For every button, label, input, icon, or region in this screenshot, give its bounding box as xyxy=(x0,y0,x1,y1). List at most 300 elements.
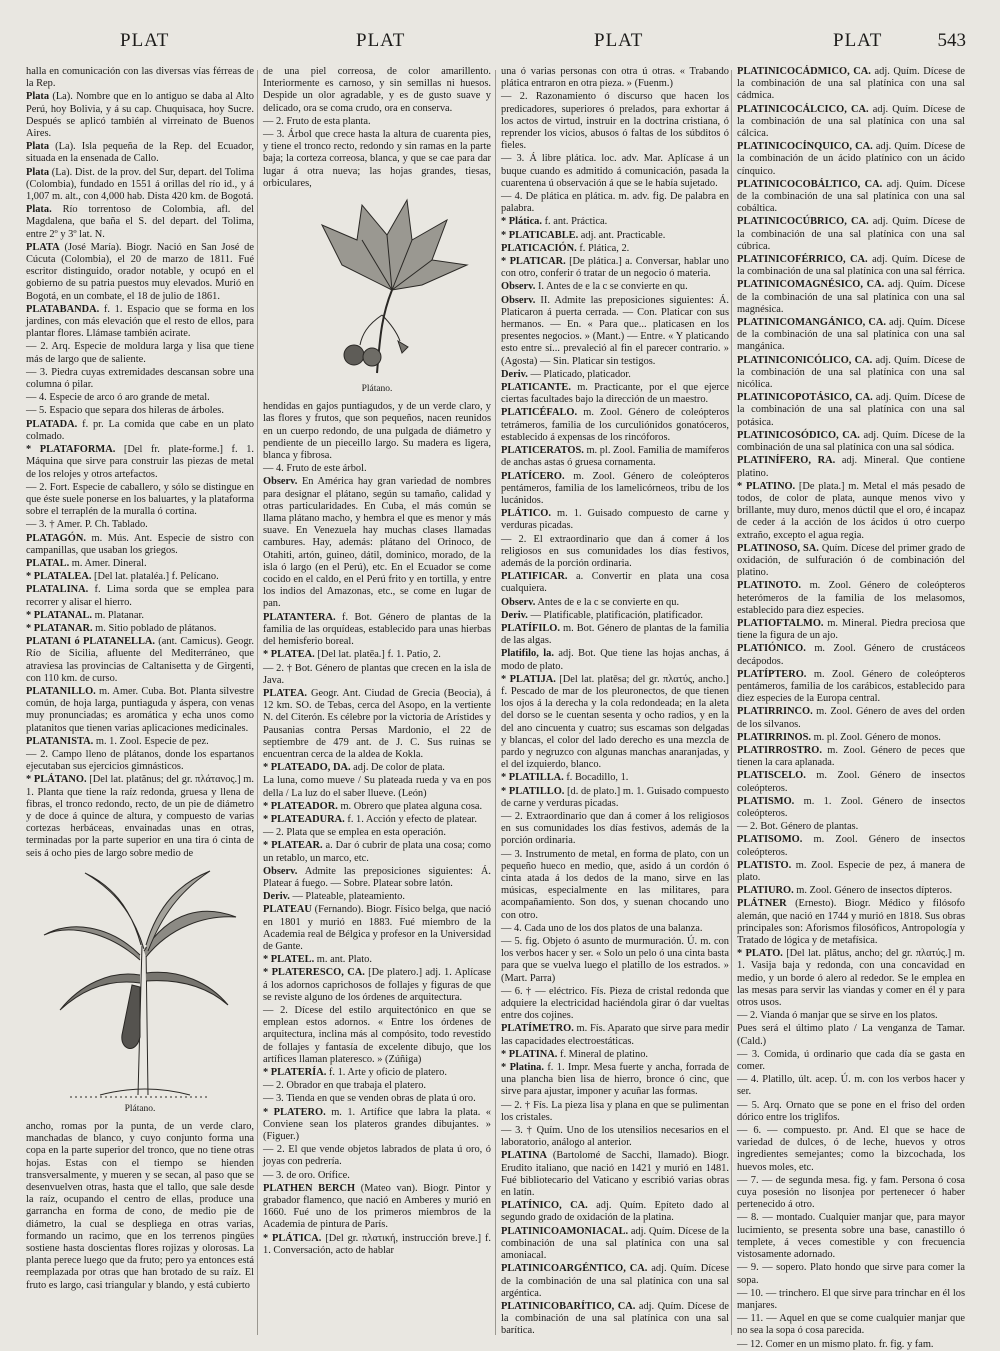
dictionary-entry xyxy=(737,618,965,642)
entry-text: m. Obrero que platea alguna cosa. xyxy=(337,800,483,812)
entry-text: — Platicado, platicador. xyxy=(527,368,631,380)
entry-text: a. Dar ó cubrir de plata una cosa; como un retablo, un marco, etc. xyxy=(263,840,491,864)
entry-headword: PLATANISTA. xyxy=(26,735,94,747)
entry-text: m. pl. Zool. Familia de mamíferos de anchas astas ó gruesa cornamenta. xyxy=(501,445,730,469)
dictionary-entry xyxy=(501,849,729,922)
entry-headword: PLATIURO. xyxy=(737,885,794,897)
entry-text: — 5. Espacio que separa dos hileras de árboles. xyxy=(26,405,224,417)
entry-headword: PLATICACIÓN. xyxy=(501,242,577,254)
dictionary-entry xyxy=(26,419,254,443)
entry-text: halla en comunicación con las diversas vías férreas de la Rep. xyxy=(26,66,254,90)
entry-headword: Deriv. xyxy=(501,609,528,621)
dictionary-entry xyxy=(26,242,254,303)
entry-text: (La). Nombre que en lo antiguo se daba al Alto Perú, hoy Bolivia, y á su cap. Chuquisaca, hoy Sucre. Después se aplicó también al virreinato de Buenos Aires. xyxy=(26,91,254,140)
entry-text: m. Zool. Especie de pez, á manera de plato. xyxy=(737,859,965,883)
dictionary-entry xyxy=(263,814,491,826)
entry-text: — 2. Dícese del estilo arquitectónico en que se emplean estos adornos. « Entre los órdenes de arquitectura, inclina más al compósito, todo revestido de follajes y fantasía de excelente dibujo, que los artífices llaman plateresco. » (Zúñiga) xyxy=(263,1004,491,1065)
dictionary-entry xyxy=(26,167,254,204)
dictionary-entry xyxy=(26,533,254,557)
dictionary-entry xyxy=(26,571,254,583)
dictionary-entry xyxy=(501,1263,729,1300)
entry-headword: * PLATINO. xyxy=(737,480,796,492)
dictionary-entry xyxy=(501,674,729,772)
dictionary-entry xyxy=(26,558,254,570)
entry-headword: Observ. xyxy=(501,294,536,306)
dictionary-entry xyxy=(501,243,729,255)
dictionary-entry xyxy=(26,405,254,417)
running-head-2: PLAT xyxy=(356,30,406,51)
entry-text: m. 1. Artífice que labra la plata. « Conviene sean los plateros grandes dibujantes. » (Figuer.) xyxy=(263,1106,491,1143)
dictionary-entry xyxy=(501,597,729,609)
entry-headword: Plata xyxy=(26,166,50,178)
dictionary-entry xyxy=(737,179,965,216)
running-head-4: PLAT xyxy=(833,30,883,51)
entry-text: m. Zool. Género de coleópteros pentámeros, familia de los lamelicórneos, tribu de los lucánidos. xyxy=(501,470,729,506)
entry-text: adj. Quím. Dícese de la combinación de una sal platínica con una sal sódica. xyxy=(737,429,965,454)
dictionary-entry xyxy=(737,732,965,744)
entry-headword: * PLATEADOR. xyxy=(263,800,338,812)
entry-headword: Observ. xyxy=(501,596,536,608)
entry-text: m. Zool. Género de insectos coleópteros. xyxy=(737,834,965,858)
dictionary-entry xyxy=(263,967,491,1004)
entry-headword: PLATALINA. xyxy=(26,584,89,596)
entry-headword: PLATINOTO. xyxy=(737,580,801,592)
dictionary-entry xyxy=(263,827,491,839)
entry-text: a. Convertir en plata una cosa cualquiera. xyxy=(501,571,729,595)
entry-headword: PLATIÓNICO. xyxy=(737,643,806,655)
entry-headword: * PLATICABLE. xyxy=(501,229,579,241)
dictionary-entry xyxy=(501,508,729,532)
entry-headword: Deriv. xyxy=(501,368,528,380)
dictionary-entry xyxy=(501,66,729,90)
dictionary-entry xyxy=(737,1262,965,1286)
dictionary-entry xyxy=(737,706,965,730)
entry-headword: * Platina. xyxy=(501,1062,544,1074)
entry-text: Admite las preposiciones siguientes: Á. Platear á fuego. — Sobre. Platear sobre latón. xyxy=(263,865,491,889)
dictionary-entry xyxy=(26,367,254,391)
entry-text: En América hay gran variedad de nombres para designar el plátano, según su tamaño, calidad y otras particularidades. En Cuba, el más común se llama plátano macho, y hembra el que es menor y más suave. En Venezuela hay muchas clases llamadas cambures. Hay, además: plátano del Orinoco, de Otahiti, artón, guineo, dátil, dominico, morado, de la isla ó largo (en el Perú), etc. En el Ecuador se come cocido en el caldo, en el Perú frito y en tortilla, y entre los indios del Amazonas, etc., se come en lugar de pan. xyxy=(263,476,491,610)
entry-text: (Mateo van). Biogr. Pintor y grabador flamenco, que nació en Amberes y murió en 1660. Fué uno de los primeros miembros de la Academia de pintura de París. xyxy=(263,1182,491,1231)
entry-text: adj. Quím. Dícese de la combinación de una sal platínica con una sal magnésica. xyxy=(737,279,966,315)
banana-plant-illustration xyxy=(40,865,240,1100)
dictionary-entry xyxy=(263,688,491,761)
entry-headword: PLATICÉFALO. xyxy=(501,407,578,419)
entry-text: f. 1. Acción y efecto de platear. xyxy=(344,813,477,825)
dictionary-entry xyxy=(737,834,965,858)
entries xyxy=(737,66,965,1351)
dictionary-entry xyxy=(501,256,729,280)
entries xyxy=(501,66,729,1338)
dictionary-entry xyxy=(263,866,491,890)
entry-text: [Del gr. πλατική, instrucción breve.] f. 1. Conversación, acto de hablar xyxy=(263,1232,492,1256)
dictionary-entry xyxy=(737,948,965,1009)
dictionary-entry xyxy=(501,571,729,595)
dictionary-entry xyxy=(501,445,729,469)
entry-text: — 8. — montado. Cualquier manjar que, para mayor lucimiento, se presenta sobre una base, canastillo ó templete, á veces comestible y con frecuencia vistosamente adornado. xyxy=(737,1212,965,1261)
entry-text: — 2. Arq. Especie de moldura larga y lisa que tiene más de largo que de saliente. xyxy=(26,341,254,365)
entry-text: adj. Quím. Dícese de la combinación de una sal platínica con una sal cúbrica. xyxy=(737,216,965,252)
dictionary-entry xyxy=(737,104,965,141)
dictionary-entry xyxy=(26,736,254,748)
dictionary-entry xyxy=(26,623,254,635)
dictionary-entry xyxy=(263,954,491,966)
entry-text: m. Mineral. Piedra preciosa que tiene la figura de un ajo. xyxy=(737,617,965,642)
entry-text: (ant. Camicus). Geogr. Río de Sicilia, afluente del Mediterráneo, que atraviesa las provincias de Caltanisetta y de Girgenti, con 110 km. de curso. xyxy=(26,636,254,684)
entry-headword: * PLÁTICA. xyxy=(263,1232,322,1244)
dictionary-entry xyxy=(263,801,491,813)
entry-text: m. Zool. Género de insectos dípteros. xyxy=(793,885,953,897)
entry-text: — 3. Á libre plática. loc. adv. Mar. Aplícase á un buque cuando es admitido á comunicación, pasada la cuarentena ú observación á que se le había sujetado. xyxy=(501,153,729,189)
entry-headword: PLATINICOAMONIACAL. xyxy=(501,1225,629,1237)
entry-text: adj. Quím. Dícese de la combinación de una sal platínica con una sal férrica. xyxy=(737,254,965,278)
entry-text: [Del lat. plataléa.] f. Pelícano. xyxy=(91,571,219,583)
dictionary-entry xyxy=(26,610,254,622)
dictionary-entry xyxy=(263,762,491,774)
entry-text: m. 1. Zool. Género de insectos coleópteros. xyxy=(737,795,965,819)
entry-text: f. 1. Espacio que se forma en los jardines, con más elevación que el resto de ellos, para plantar flores. Llámase también acirate. xyxy=(26,303,254,340)
dictionary-entry xyxy=(737,669,965,706)
entry-headword: PLATINICOCÁLCICO, CA. xyxy=(737,103,869,115)
entry-headword: PLATANILLO. xyxy=(26,685,96,697)
entry-text: f. Bot. Género de plantas de la familia de las orquídeas, establecido para unas hierbas del hemisferio boreal. xyxy=(263,611,491,648)
dictionary-entry xyxy=(737,1212,965,1261)
entry-text: — 6. † — eléctrico. Fís. Pieza de cristal redonda que adquiere la electricidad haciéndola girar ó dar vueltas entre dos cojines. xyxy=(501,985,729,1022)
dictionary-entry xyxy=(737,355,965,392)
entry-text: — 4. De plática en plática. m. adv. fig. De palabra en palabra. xyxy=(501,191,729,215)
entry-text: — 3. † Quím. Uno de los utensilios necesarios en el laboratorio, análogo al anterior. xyxy=(501,1125,729,1149)
entry-headword: * PLATEL. xyxy=(263,954,315,966)
entry-headword: * PLATEA. xyxy=(263,649,315,661)
entry-text: Quím. Dícese del primer grado de oxidación, de sulfuración ó de combinación del platino. xyxy=(737,542,965,579)
entry-text: — 2. Extraordinario que dan á comer á los religiosos en sus comunidades los días festivos, además de la porción ordinaria. xyxy=(501,810,729,847)
entry-text: [De plática.] a. Conversar, hablar uno con otro, conferir ó tratar de un negocio ó materia. xyxy=(501,256,729,280)
entry-text: — 3. † Amer. P. Ch. Tablado. xyxy=(26,519,148,531)
entry-text: — 3. Árbol que crece hasta la altura de cuarenta pies, y tiene el tronco recto, redondo y sin ramas en la parte baja; la corteza correosa, blanca, y que se cae para dar lugar á otra nueva; las hojas grandes, tiesas, orbiculares, xyxy=(263,129,491,189)
dictionary-entry xyxy=(501,986,729,1023)
entry-text: — 4. Cada uno de los dos platos de una balanza. xyxy=(501,922,703,934)
entry-text: hendidas en gajos puntiagudos, y de un verde claro, y las flores y frutos, que son pequeños, nacen reunidos en un cuerpo redondo, de una pulgada de diámetro y pendiente de un pieceillo largo. Su madera es ligera, blanca y fibrosa. xyxy=(263,401,491,462)
plane-tree-illustration xyxy=(282,195,472,380)
entry-headword: PLATINICOCÚBRICO, CA. xyxy=(737,216,869,228)
entry-text: m. Zool. Género de coleópteros tetrámeros, familia de los curculiónidos gonatóceros, establecido á expensas de los rincóforos. xyxy=(501,407,729,443)
dictionary-entry xyxy=(737,1175,965,1212)
running-head-3: PLAT xyxy=(594,30,644,51)
dictionary-entry xyxy=(501,811,729,848)
entry-text: adj. Quím. Dícese de la combinación de una sal platínica con una sal cobáltica. xyxy=(737,178,965,215)
dictionary-entry xyxy=(263,1005,491,1066)
entry-headword: PLATÍPTERO. xyxy=(737,668,807,680)
entry-text: f. Bocadillo, 1. xyxy=(563,772,629,784)
entry-text: adj. ant. Practicable. xyxy=(578,229,666,241)
entry-text: [d. de plato.] m. 1. Guisado compuesto de carne y verduras picadas. xyxy=(501,785,730,809)
dictionary-entry xyxy=(26,774,254,859)
entry-headword: Observ. xyxy=(263,865,298,877)
entry-text: — 4. Platillo, últ. acep. Ú. m. con los verbos hacer y ser. xyxy=(737,1074,965,1098)
entry-text: — 2. Campo lleno de plátanos, donde los espartanos ejecutaban sus ejercicios gimnásticos. xyxy=(26,748,254,773)
entry-text: — 2. † Bot. Género de plantas que crecen en la isla de Java. xyxy=(263,662,491,686)
dictionary-entry xyxy=(737,1125,965,1174)
entry-headword: PLATEAU xyxy=(263,904,312,916)
dictionary-entry xyxy=(26,519,254,531)
dictionary-entry xyxy=(737,216,965,253)
entry-headword: PLATABANDA. xyxy=(26,303,100,315)
entry-text: (Bartolomé de Sacchi, llamado). Biogr. Erudito italiano, que nació en 1421 y murió en 1481. Fué bibliotecario del Vaticano y escribió varias obras en latín. xyxy=(501,1150,729,1199)
entry-text: (Fernando). Biogr. Físico belga, que nació en 1801 y murió en 1883. Fué miembro de la Academia real de Bélgica y profesor en la Universidad de Gante. xyxy=(263,904,491,952)
dictionary-entry xyxy=(263,116,491,128)
entry-text: — 3. Tienda en que se venden obras de plata ú oro. xyxy=(263,1093,476,1105)
dictionary-entry xyxy=(501,216,729,228)
entry-headword: Plata xyxy=(26,91,50,103)
entry-text: f. Plática, 2. xyxy=(576,242,630,254)
entry-headword: PLATINICOBARÍTICO, CA. xyxy=(501,1300,636,1312)
entry-headword: PLATIRRINCO. xyxy=(737,706,813,718)
dictionary-entry xyxy=(263,1080,491,1092)
entry-headword: * PLATAFORMA. xyxy=(26,444,116,456)
entry-headword: PLATISOMO. xyxy=(737,834,803,846)
entry-headword: PLATINOSO, SA. xyxy=(737,542,819,554)
dictionary-entry xyxy=(737,643,965,667)
entry-text: m. Practicante, por el que ejerce ciertas facultades bajo la dirección de un maestro. xyxy=(501,382,729,406)
dictionary-entry xyxy=(737,141,965,178)
entry-headword: PLATA xyxy=(26,241,60,253)
column-1 xyxy=(26,66,254,1336)
dictionary-entry xyxy=(26,341,254,365)
column-rule xyxy=(257,70,258,1335)
entry-text: m. Amer. Cuba. Bot. Planta silvestre común, de hoja larga, puntiaguda y áspera, con venas muy pronunciadas; es aromática y echa unos como platanitos que tienen varias aplicaciones medicinales. xyxy=(26,685,254,734)
entry-text: adj. Quím. Dícese de la combinación de un ácido platínico con un ácido cínquico. xyxy=(737,141,966,177)
column-rule xyxy=(495,70,496,1335)
entry-headword: PLATANTERA. xyxy=(263,611,336,623)
dictionary-entry xyxy=(26,392,254,404)
entry-text: m. Platanar. xyxy=(92,609,144,621)
entry-text: adj. Quím. Dícese de la combinación de una sal platínica con una sal mangánica. xyxy=(737,317,965,353)
entry-text: m. Amer. Dineral. xyxy=(69,557,147,569)
dictionary-entry xyxy=(26,141,254,165)
dictionary-entry xyxy=(501,382,729,406)
dictionary-entry xyxy=(26,584,254,608)
entry-text: — 10. — trinchero. El que sirve para trinchar en él los manjares. xyxy=(737,1287,965,1311)
dictionary-entry xyxy=(263,129,491,190)
entry-headword: PLATINA xyxy=(501,1150,547,1162)
entry-headword: Observ. xyxy=(501,281,536,293)
entry-text: — 2. Obrador en que trabaja el platero. xyxy=(263,1080,427,1092)
entry-text: — 12. Comer en un mismo plato. fr. fig. y fam. xyxy=(737,1338,934,1350)
dictionary-entry xyxy=(501,1301,729,1338)
dictionary-entry xyxy=(501,407,729,444)
entry-text: m. Mús. Ant. Especie de sistro con campanillas, que usaban los griegos. xyxy=(26,532,254,556)
dictionary-entry xyxy=(501,623,729,647)
entry-text: m. 1. Guisado compuesto de carne y verduras picadas. xyxy=(501,508,729,532)
entry-text: adj. Quím. Dícese de la combinación de una sal platínica con una sal cádmica. xyxy=(737,66,965,102)
dictionary-entry xyxy=(501,772,729,784)
running-head-1: PLAT xyxy=(120,30,170,51)
dictionary-entry xyxy=(263,840,491,864)
dictionary-entry xyxy=(263,476,491,610)
entry-headword: PLATÍCERO. xyxy=(501,470,565,482)
dictionary-entry xyxy=(26,482,254,519)
dictionary-entry xyxy=(737,1288,965,1312)
entry-text: m. ant. Plato. xyxy=(314,954,372,966)
entries xyxy=(263,401,491,1257)
entry-headword: Deriv. xyxy=(263,891,290,903)
dictionary-entry xyxy=(737,821,965,833)
entry-headword: PLATANI ó PLATANELLA. xyxy=(26,636,156,648)
entries xyxy=(26,66,254,860)
entry-text: m. Zool. Género de coleópteros heterómeros de la familia de los melasomos, establecido para diez especies. xyxy=(737,580,965,616)
entry-headword: Platifilo, la. xyxy=(501,648,554,660)
dictionary-entry xyxy=(501,1150,729,1199)
entry-headword: * PLATANAR. xyxy=(26,622,93,634)
dictionary-entry xyxy=(737,898,965,947)
entry-headword: PLATINICOCÁDMICO, CA. xyxy=(737,66,871,77)
dictionary-entry xyxy=(501,1062,729,1099)
entry-text: m. Zool. Género de peces que tienen la cara aplanada. xyxy=(737,744,965,769)
entry-text: (La). Isla pequeña de la Rep. del Ecuador, situada en la ensenada de Callo. xyxy=(26,141,254,165)
dictionary-entry xyxy=(26,91,254,140)
entry-text: adj. Quím. Dícese de la combinación de una sal platínica con una sal amoniacal. xyxy=(501,1225,729,1262)
entry-headword: Plata. xyxy=(26,204,52,216)
dictionary-entry xyxy=(737,1010,965,1022)
dictionary-entry xyxy=(737,455,965,479)
entry-text: — 5. Arq. Ornato que se pone en el friso del orden dórico entre los triglifos. xyxy=(737,1099,965,1123)
dictionary-entry xyxy=(263,1233,491,1257)
entry-text: f. Mineral de platino. xyxy=(557,1048,648,1060)
entry-text: — 9. — sopero. Plato hondo que sirve para comer la sopa. xyxy=(737,1262,965,1286)
dictionary-entry xyxy=(263,663,491,687)
entry-headword: * PLATEADO, DA. xyxy=(263,762,351,774)
dictionary-entry xyxy=(737,1313,965,1337)
entry-headword: PLATINICOFÉRRICO, CA. xyxy=(737,254,868,266)
entry-text: — 3. de oro. Orífice. xyxy=(263,1169,350,1181)
entry-headword: PLATEA. xyxy=(263,687,307,699)
entry-headword: * PLATEAR. xyxy=(263,840,323,852)
entry-text: Río torrentoso de Colombia, afl. del Magdalena, que baña el S. del depart. del Tolima, entre 2º y 3º lat. N. xyxy=(26,204,254,240)
dictionary-entry xyxy=(501,936,729,985)
dictionary-entry xyxy=(737,1049,965,1073)
entry-text: m. Bot. Género de plantas de la familia de las algas. xyxy=(501,622,729,647)
entry-text: m. Zool. Género de crustáceos decápodos. xyxy=(737,643,965,667)
entry-text: — 7. — de segunda mesa. fig. y fam. Persona ó cosa cuya posesión no lisonjea por pertenecer ó haber pertenecido á otro. xyxy=(737,1174,965,1211)
dictionary-entry xyxy=(737,1023,965,1047)
entry-headword: * PLATO. xyxy=(737,948,783,960)
dictionary-entry xyxy=(263,1144,491,1168)
entry-text: (La). Dist. de la prov. del Sur, depart. del Tolima (Colombia), fundado en 1551 á orillas del río id., y á 1,007 m. alt., con 4,000 hab. Dista 420 km. de Bogotá. xyxy=(26,166,254,203)
dictionary-entry xyxy=(263,775,491,799)
entry-text: Pues será el último plato / La venganza de Tamar. (Cald.) xyxy=(737,1023,965,1047)
entry-text: — 2. Vianda ó manjar que se sirve en los platos. xyxy=(737,1010,938,1022)
entry-text: — 6. — compuesto. pr. And. El que se hace de variedad de dulces, ó de leche, huevos y otros ingredientes semejantes; como la bizcochada, los huevos moles, etc. xyxy=(737,1125,965,1173)
dictionary-entry xyxy=(26,1121,254,1292)
dictionary-entry xyxy=(501,1200,729,1224)
column-3 xyxy=(501,66,729,1336)
entry-headword: PLATIRRINOS. xyxy=(737,731,811,743)
dictionary-entry xyxy=(501,1100,729,1124)
entry-headword: PLATIOFTALMO. xyxy=(737,617,824,629)
entry-headword: PLATHEN BERCH xyxy=(263,1182,356,1194)
entry-text: m. pl. Zool. Género de monos. xyxy=(811,731,941,743)
dictionary-entry xyxy=(737,543,965,580)
dictionary-entry xyxy=(501,230,729,242)
entry-headword: PLATINICONICÓLICO, CA. xyxy=(737,354,873,366)
dictionary-entry xyxy=(263,463,491,475)
entry-headword: * PLÁTANO. xyxy=(26,774,87,786)
entry-text: La luna, como mueve / Su plateada rueda y va en pos della / La luz do el saber llueve. (León) xyxy=(263,775,491,799)
entry-text: ancho, romas por la punta, de un verde claro, manchadas de blanco, y cuyo conjunto forma una copa en la parte superior del tronco, que no tiene otras hojas. Estas con el tiempo se hienden transversalmente, y mueren y se secan, al paso que se desenvuelven otras, hasta que el tallo, que sale desde la raíz, ocupando el centro de ellas, produce una garrancha en forma de cono, de medio pie de diámetro, la cual se despliega en otras varias, formando un racimo, que en los terrenos pingües sostiene hasta doscientas flores rojizas y olorosas. La planta perece luego que da fruto; pero ya entonces está reemplazada por otras que han brotado de su raíz. El fruto es largo, casi triangular y blando, y está cubierto xyxy=(26,1121,254,1291)
entry-text: f. ant. Práctica. xyxy=(541,216,608,228)
entry-text: — 2. Bot. Género de plantas. xyxy=(737,821,859,833)
entry-headword: PLATISTO. xyxy=(737,859,792,871)
entry-headword: * PLATILLO. xyxy=(501,785,565,797)
entry-text: [De platero.] adj. 1. Aplícase á los adornos caprichosos de follajes y figuras de que se reviste alguno de los órdenes de arquitectura. xyxy=(263,967,491,1003)
dictionary-entry xyxy=(263,1067,491,1079)
dictionary-entry xyxy=(26,636,254,685)
entry-text: [Del lat. plătus, ancho; del gr. πλατύς.] m. 1. Vasija baja y redonda, con una concavidad en medio, y un borde ó alero al rededor. Se le emplea en las mesas para servir las viandas y comer en él y para otros usos. xyxy=(737,948,965,1009)
entry-headword: PLATICANTE. xyxy=(501,382,571,394)
dictionary-entry xyxy=(501,153,729,190)
dictionary-entry xyxy=(737,885,965,897)
dictionary-entry xyxy=(263,649,491,661)
dictionary-entry xyxy=(263,1093,491,1105)
entry-text: [Del fr. plate-forme.] f. 1. Máquina que sirve para construir las piezas de metal de los relojes y otros artefactos. xyxy=(26,444,254,480)
entry-text: adj. Quím. Dícese de la combinación de una sal platínica con una sal cálcica. xyxy=(737,103,965,140)
entry-text: adj. Quím. Dícese de la combinación de una sal platínica con una sal nicólica. xyxy=(737,354,965,391)
entry-text: m. Zool. Género de coleópteros pentámeros, familia de los carábicos, establecido para diez especies de la Europa central. xyxy=(737,668,965,705)
entry-headword: PLATINICOMANGÁNICO, CA. xyxy=(737,317,886,329)
dictionary-entry xyxy=(501,295,729,368)
dictionary-entry xyxy=(263,401,491,462)
entry-text: [De plata.] m. Metal el más pesado de todos, de color de plata, aunque menos vivo y brillante, muy duro, menos dúctil que el oro, é incapaz de ceder á la acción de los ácidos ú otro cuerpo extraño, excepto el agua regia. xyxy=(737,480,965,541)
dictionary-entry xyxy=(501,281,729,293)
dictionary-entry xyxy=(501,369,729,381)
entry-headword: PLATISCELO. xyxy=(737,770,806,782)
entry-text: I. Antes de e la c se convierte en qu. xyxy=(535,281,688,293)
dictionary-entry xyxy=(26,304,254,341)
dictionary-entry xyxy=(737,860,965,884)
dictionary-entry xyxy=(501,1125,729,1149)
dictionary-entry xyxy=(263,904,491,953)
entry-headword: PLATINICOPOTÁSICO, CA. xyxy=(737,392,873,404)
dictionary-entry xyxy=(263,1107,491,1144)
entry-headword: PLATÍMETRO. xyxy=(501,1023,574,1035)
entry-text: adj. Quím. Dícese de la combinación de una sal platínica con una sal barítica. xyxy=(501,1300,729,1337)
entry-text: (José María). Biogr. Nació en San José de Cúcuta (Colombia), el 20 de marzo de 1811. Fué escritor distinguido, orador notable, y ocupó en el gobierno de su patria puestos muy elevados. Murió en Bogotá, en un combate, el 18 de julio de 1861. xyxy=(26,241,254,302)
dictionary-entry xyxy=(263,612,491,649)
entry-text: — 3. Instrumento de metal, en forma de plato, con un pequeño hueco en medio, que, asido á un cordón ó cinta atada á los dedos de la mano, sirve en las músicas, especialmente en las militares, para acompañamiento. Son dos, y suenan chocando uno con otro. xyxy=(501,848,729,921)
entry-text: Antes de e la c se convierte en qu. xyxy=(535,596,680,608)
entry-headword: * PLATIJA. xyxy=(501,673,556,685)
entry-headword: * PLATERO. xyxy=(263,1106,326,1118)
entry-headword: PLATÍFILO. xyxy=(501,622,560,634)
entry-text: — 4. Especie de arco ó aro grande de metal. xyxy=(26,392,210,404)
dictionary-entry xyxy=(501,610,729,622)
column-2 xyxy=(263,66,491,1336)
entry-text: f. 1. Impr. Mesa fuerte y ancha, forrada de una plancha bien lisa de hierro, bronce ó cinc, que sirve para ajustar, imponer y acuñar las formas. xyxy=(501,1062,729,1098)
entry-headword: PLATINICOMAGNÉSICO, CA. xyxy=(737,279,885,291)
entry-text: adj. De color de plata. xyxy=(350,762,445,774)
entry-text: de una piel correosa, de color amarillento. Interiormente es carnoso, y sin semillas ni huesos. Despide un olor agradable, y es de gusto suave y delicado, ora se coma crudo, ora en conserva. xyxy=(263,66,491,114)
entry-headword: PLÁTNER xyxy=(737,898,787,910)
entry-headword: * PLATALEA. xyxy=(26,571,92,583)
entry-headword: PLATINICOSÓDICO, CA. xyxy=(737,429,860,441)
dictionary-entry xyxy=(501,191,729,215)
entry-headword: * PLATILLA. xyxy=(501,772,564,784)
entry-headword: PLATINICOCOBÁLTICO, CA. xyxy=(737,178,883,190)
illustration-caption: Plátano. xyxy=(124,1103,156,1114)
entry-text: m. Zool. Género de insectos coleópteros. xyxy=(737,770,965,794)
dictionary-entry xyxy=(737,1339,965,1351)
dictionary-entry xyxy=(737,392,965,429)
entry-headword: Observ. xyxy=(263,476,298,488)
